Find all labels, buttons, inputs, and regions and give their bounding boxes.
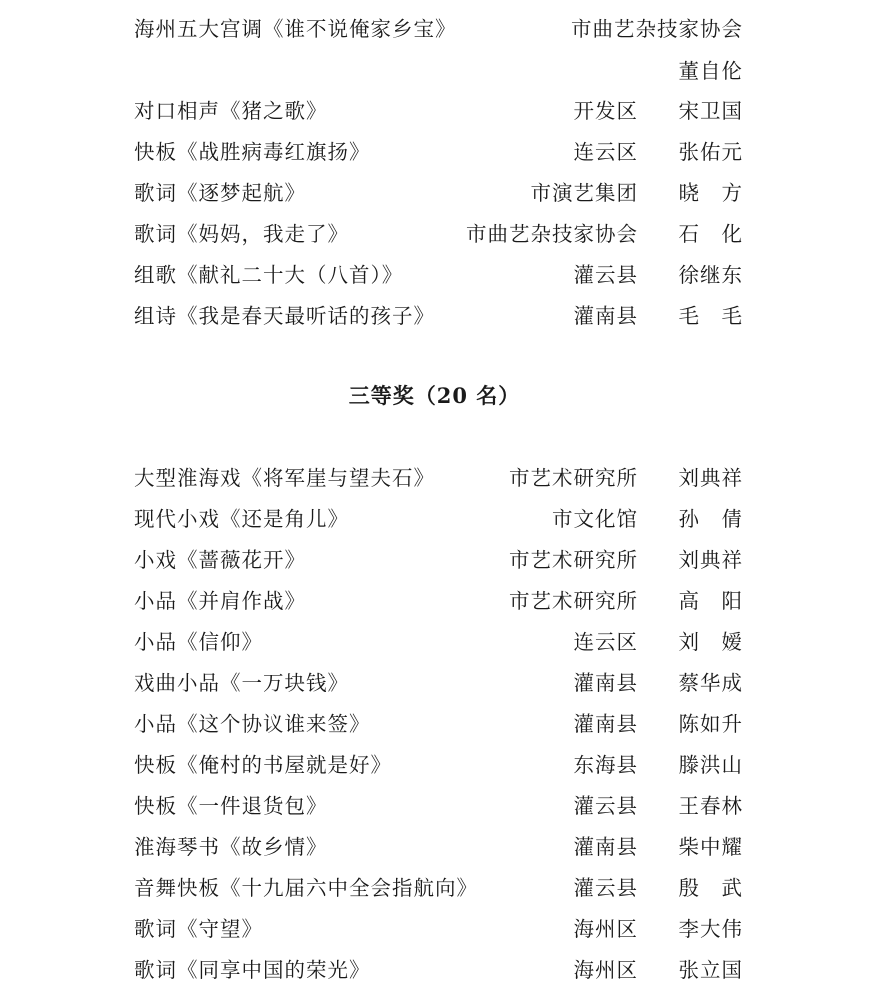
award-entry-row (0, 301, 869, 331)
entry-author: 滕洪山 (678, 753, 743, 777)
award-entry-row (0, 56, 869, 86)
entry-unit: 海州区 (573, 958, 638, 982)
award-entry-row (0, 914, 869, 944)
entry-author: 高 阳 (678, 589, 743, 613)
work-title: 现代小戏《还是角儿》 (134, 507, 349, 531)
work-title: 组歌《献礼二十大（八首）》 (134, 263, 404, 287)
entry-unit: 灌南县 (573, 304, 638, 328)
award-entry-row (0, 14, 869, 44)
entry-unit: 连云区 (573, 140, 638, 164)
entry-unit: 市艺术研究所 (509, 548, 638, 572)
entry-author: 刘 嫒 (678, 630, 743, 654)
award-entry-row (0, 504, 869, 534)
entry-author: 张立国 (678, 958, 743, 982)
award-entry-row (0, 873, 869, 903)
entry-unit: 灌南县 (573, 671, 638, 695)
work-title: 淮海琴书《故乡情》 (134, 835, 328, 859)
work-title: 小戏《蔷薇花开》 (134, 548, 306, 572)
award-entry-row (0, 709, 869, 739)
work-title: 小品《这个协议谁来签》 (134, 712, 371, 736)
award-entry-row (0, 750, 869, 780)
entry-author: 石 化 (678, 222, 743, 246)
work-title: 快板《战胜病毒红旗扬》 (134, 140, 371, 164)
award-entry-row (0, 545, 869, 575)
award-entry-row (0, 832, 869, 862)
entry-author: 宋卫国 (678, 99, 743, 123)
entry-unit: 市艺术研究所 (509, 466, 638, 490)
work-title: 对口相声《猪之歌》 (134, 99, 328, 123)
work-title: 歌词《逐梦起航》 (134, 181, 306, 205)
entry-author: 柴中耀 (678, 835, 743, 859)
entry-unit: 市艺术研究所 (509, 589, 638, 613)
entry-unit: 灌云县 (573, 794, 638, 818)
entry-author: 殷 武 (678, 876, 743, 900)
entry-unit: 市文化馆 (552, 507, 638, 531)
work-title: 戏曲小品《一万块钱》 (134, 671, 349, 695)
entry-author: 晓 方 (678, 181, 743, 205)
entry-author: 刘典祥 (678, 466, 743, 490)
work-title: 快板《俺村的书屋就是好》 (134, 753, 392, 777)
entry-unit: 灌南县 (573, 712, 638, 736)
award-entry-row (0, 219, 869, 249)
work-title: 快板《一件退货包》 (134, 794, 328, 818)
entry-author: 董自伦 (678, 59, 743, 83)
entry-unit: 东海县 (573, 753, 638, 777)
award-entry-row (0, 178, 869, 208)
entry-author: 李大伟 (678, 917, 743, 941)
entry-author: 孙 倩 (678, 507, 743, 531)
entry-author: 陈如升 (678, 712, 743, 736)
section-heading: 三等奖（20 名） (348, 383, 521, 408)
work-title: 歌词《同享中国的荣光》 (134, 958, 371, 982)
work-title: 小品《并肩作战》 (134, 589, 306, 613)
work-title: 海州五大宫调《谁不说俺家乡宝》 (134, 17, 457, 41)
award-entry-row (0, 668, 869, 698)
award-entry-row (0, 627, 869, 657)
work-title: 组诗《我是春天最听话的孩子》 (134, 304, 435, 328)
entry-unit: 开发区 (573, 99, 638, 123)
entry-unit: 连云区 (573, 630, 638, 654)
entry-unit: 灌云县 (573, 263, 638, 287)
award-entry-row (0, 586, 869, 616)
entry-author: 王春林 (678, 794, 743, 818)
work-title: 音舞快板《十九届六中全会指航向》 (134, 876, 478, 900)
award-entry-row (0, 96, 869, 126)
entry-unit: 灌云县 (573, 876, 638, 900)
entry-unit: 灌南县 (573, 835, 638, 859)
entry-unit: 市曲艺杂技家协会 (466, 222, 638, 246)
work-title: 歌词《妈妈，我走了》 (134, 222, 349, 246)
award-entry-row (0, 955, 869, 985)
award-entry-row (0, 463, 869, 493)
award-entry-row (0, 260, 869, 290)
entry-author: 徐继东 (678, 263, 743, 287)
work-title: 大型淮海戏《将军崖与望夫石》 (134, 466, 435, 490)
entry-author: 张佑元 (678, 140, 743, 164)
entry-unit: 市曲艺杂技家协会 (571, 17, 743, 41)
award-entry-row (0, 791, 869, 821)
entry-author: 毛 毛 (678, 304, 743, 328)
entry-unit: 市演艺集团 (530, 181, 638, 205)
award-entry-row (0, 137, 869, 167)
work-title: 歌词《守望》 (134, 917, 263, 941)
work-title: 小品《信仰》 (134, 630, 263, 654)
entry-author: 刘典祥 (678, 548, 743, 572)
entry-unit: 海州区 (573, 917, 638, 941)
entry-author: 蔡华成 (678, 671, 743, 695)
